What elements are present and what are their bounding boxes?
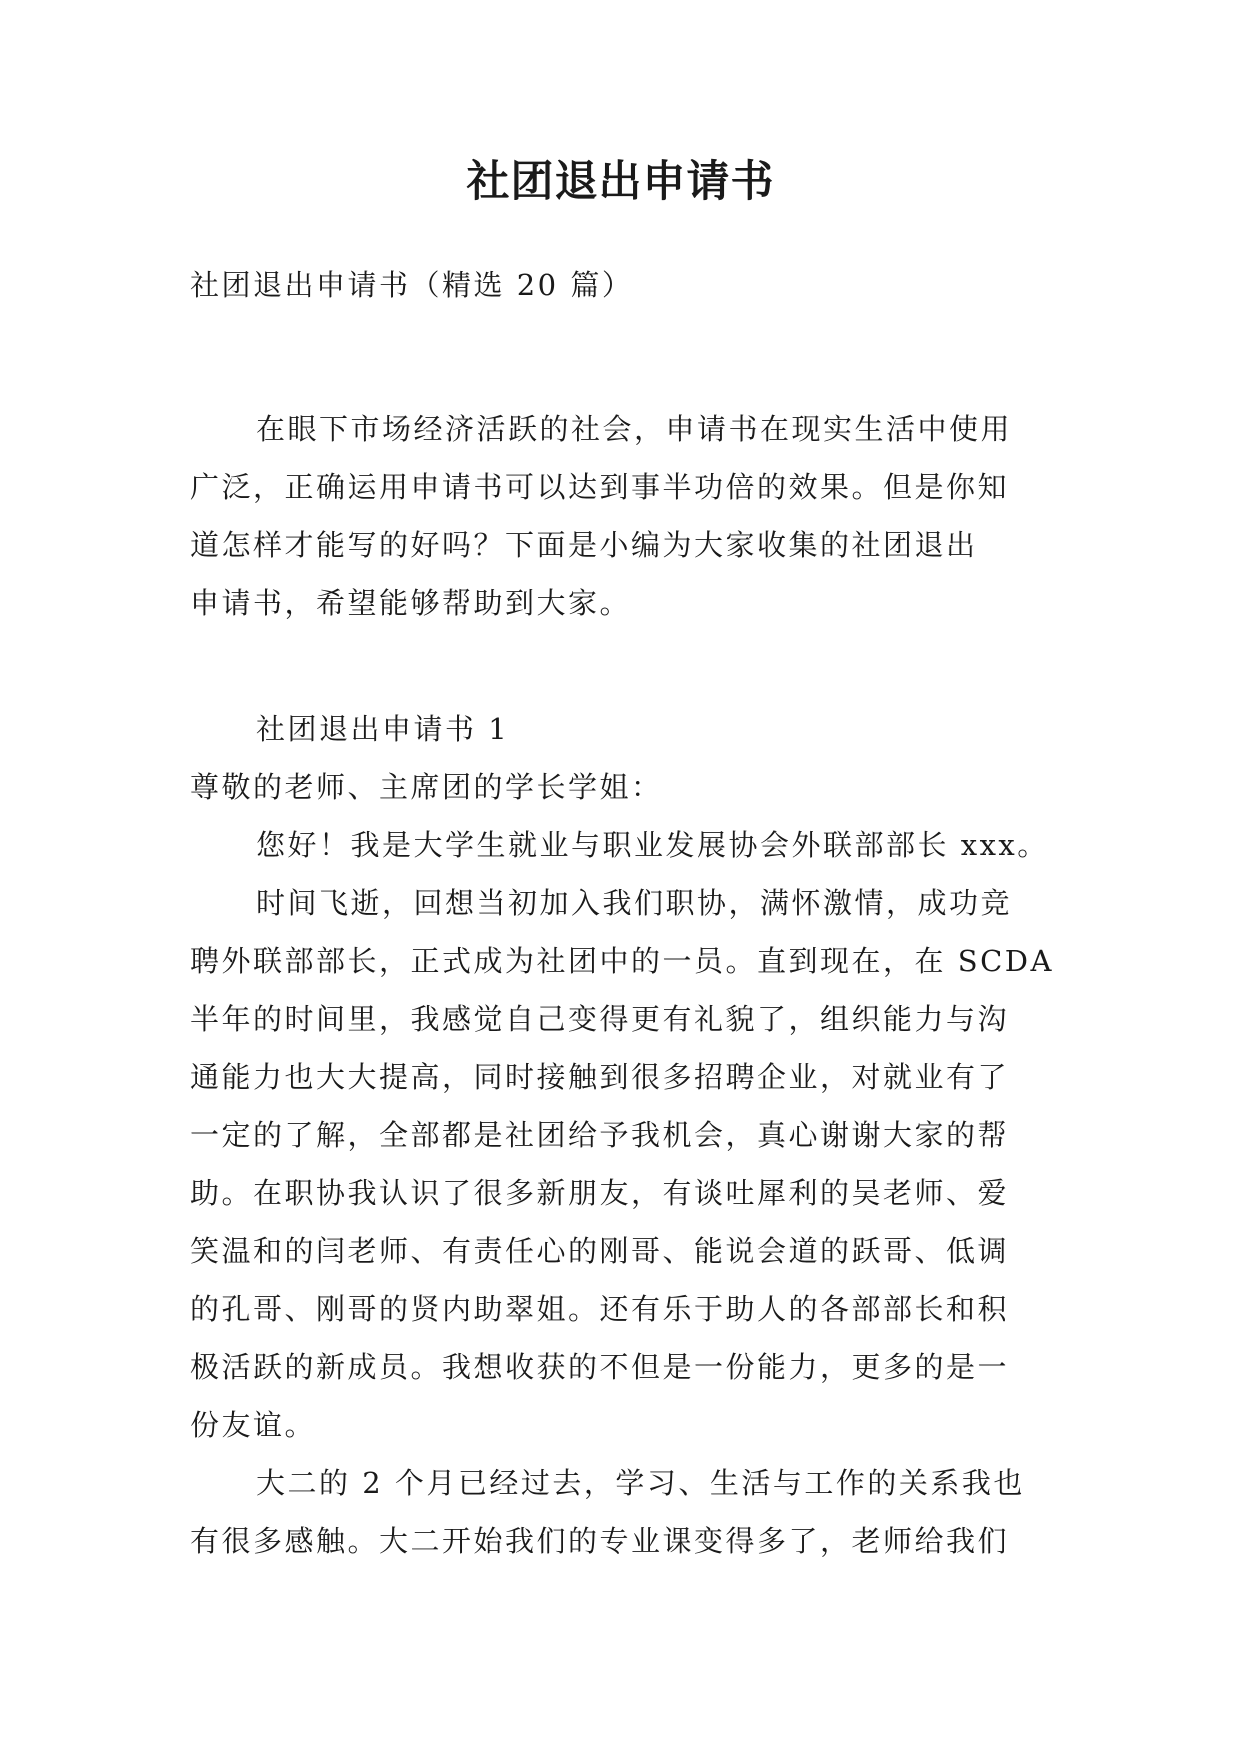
paragraph-line: 的孔哥、刚哥的贤内助翠姐。还有乐于助人的各部部长和积: [190, 1292, 1010, 1326]
paragraph-line: 笑温和的闫老师、有责任心的刚哥、能说会道的跃哥、低调: [190, 1234, 1010, 1268]
document-subtitle: 社团退出申请书（精选 20 篇）: [190, 268, 634, 302]
document-title: 社团退出申请书: [466, 157, 775, 207]
paragraph-line: 极活跃的新成员。我想收获的不但是一份能力，更多的是一: [190, 1350, 1010, 1384]
salutation: 尊敬的老师、主席团的学长学姐：: [190, 770, 663, 804]
paragraph-line: 份友谊。: [190, 1408, 317, 1442]
intro-line: 道怎样才能写的好吗？下面是小编为大家收集的社团退出: [190, 528, 978, 562]
subtitle-block: [190, 256, 1090, 314]
paragraph-line: 通能力也大大提高，同时接触到很多招聘企业，对就业有了: [190, 1060, 1010, 1094]
paragraph-line: 大二的 2 个月已经过去，学习、生活与工作的关系我也: [256, 1466, 1025, 1500]
paragraph-line: 聘外联部部长，正式成为社团中的一员。直到现在，在 SCDA: [190, 944, 1054, 978]
intro-line: 申请书，希望能够帮助到大家。: [190, 586, 632, 620]
paragraph-line: 时间飞逝，回想当初加入我们职协，满怀激情，成功竞: [256, 886, 1013, 920]
intro-line: 广泛，正确运用申请书可以达到事半功倍的效果。但是你知: [190, 470, 1010, 504]
intro-line: 在眼下市场经济活跃的社会，申请书在现实生活中使用: [256, 412, 1013, 446]
paragraph-line: 一定的了解，全部都是社团给予我机会，真心谢谢大家的帮: [190, 1118, 1010, 1152]
intro-paragraph: [190, 400, 1090, 632]
letter-body: [190, 700, 1090, 1570]
section-heading: 社团退出申请书 1: [256, 712, 510, 746]
paragraph-line: 助。在职协我认识了很多新朋友，有谈吐犀利的吴老师、爱: [190, 1176, 1010, 1210]
paragraph-line: 有很多感触。大二开始我们的专业课变得多了，老师给我们: [190, 1524, 1010, 1558]
paragraph-line: 半年的时间里，我感觉自己变得更有礼貌了，组织能力与沟: [190, 1002, 1010, 1036]
greeting: 您好！我是大学生就业与职业发展协会外联部部长 xxx。: [256, 828, 1049, 862]
